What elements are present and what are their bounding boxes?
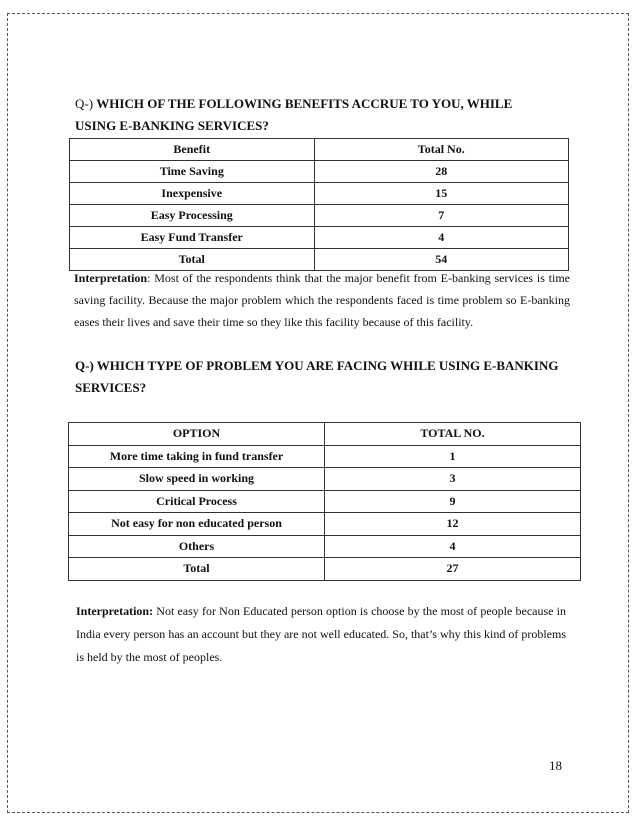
interpretation-2 bbox=[76, 600, 566, 669]
table-cell: 27 bbox=[325, 558, 581, 581]
interpretation-label: Interpretation bbox=[74, 271, 148, 285]
table-cell: Time Saving bbox=[70, 161, 315, 183]
column-header: Benefit bbox=[70, 139, 315, 161]
question-1-prefix: Q-) bbox=[75, 96, 94, 111]
table-cell: 3 bbox=[325, 468, 581, 491]
table-header-row bbox=[70, 139, 569, 161]
table-row bbox=[70, 227, 569, 249]
table-row bbox=[69, 468, 581, 491]
table-cell: Easy Fund Transfer bbox=[70, 227, 315, 249]
column-header: OPTION bbox=[69, 423, 325, 446]
table-cell: Total bbox=[70, 249, 315, 271]
table-header-row bbox=[69, 423, 581, 446]
table-cell: 4 bbox=[314, 227, 569, 249]
interpretation-text: Not easy for Non Educated person option is choose by the most of people because in India every person has an account but they are not well educated. So, that’s why this kind of problems is held by the most of peoples. bbox=[76, 604, 566, 664]
table-row bbox=[70, 183, 569, 205]
table-cell: 54 bbox=[314, 249, 569, 271]
table-cell: 4 bbox=[325, 535, 581, 558]
table-cell: Total bbox=[69, 558, 325, 581]
table-cell: 28 bbox=[314, 161, 569, 183]
benefits-table bbox=[69, 138, 569, 271]
table-cell: Inexpensive bbox=[70, 183, 315, 205]
table-cell: 7 bbox=[314, 205, 569, 227]
table-cell: Not easy for non educated person bbox=[69, 513, 325, 536]
table-row bbox=[69, 445, 581, 468]
page-number: 18 bbox=[549, 758, 562, 773]
column-header: Total No. bbox=[314, 139, 569, 161]
table-cell: 12 bbox=[325, 513, 581, 536]
table-row bbox=[69, 490, 581, 513]
question-1-line-2: USING E-BANKING SERVICES? bbox=[75, 118, 269, 133]
table-cell: 1 bbox=[325, 445, 581, 468]
table-row bbox=[69, 535, 581, 558]
interpretation-text: : Most of the respondents think that the major benefit from E-banking services is time saving facility. Because the major problem which the respondents faced is time problem so E-banking eases their lives and save their time so they like this facility because of this facility. bbox=[74, 271, 570, 329]
table-cell: Critical Process bbox=[69, 490, 325, 513]
table-row bbox=[69, 513, 581, 536]
table-row bbox=[70, 205, 569, 227]
question-2: Q-) WHICH TYPE OF PROBLEM YOU ARE FACING WHILE USING E-BANKING SERVICES? bbox=[75, 358, 559, 395]
table-cell: 9 bbox=[325, 490, 581, 513]
table-cell: More time taking in fund transfer bbox=[69, 445, 325, 468]
table-row bbox=[70, 161, 569, 183]
column-header: TOTAL NO. bbox=[325, 423, 581, 446]
table-row bbox=[69, 558, 581, 581]
table-cell: Easy Processing bbox=[70, 205, 315, 227]
interpretation-1 bbox=[74, 267, 570, 333]
table-cell: Others bbox=[69, 535, 325, 558]
problems-table bbox=[68, 422, 581, 581]
table-cell: 15 bbox=[314, 183, 569, 205]
interpretation-label: Interpretation: bbox=[76, 604, 154, 618]
question-1-line-1: WHICH OF THE FOLLOWING BENEFITS ACCRUE TO YOU, WHILE bbox=[96, 96, 513, 111]
question-1 bbox=[75, 93, 565, 137]
table-cell: Slow speed in working bbox=[69, 468, 325, 491]
